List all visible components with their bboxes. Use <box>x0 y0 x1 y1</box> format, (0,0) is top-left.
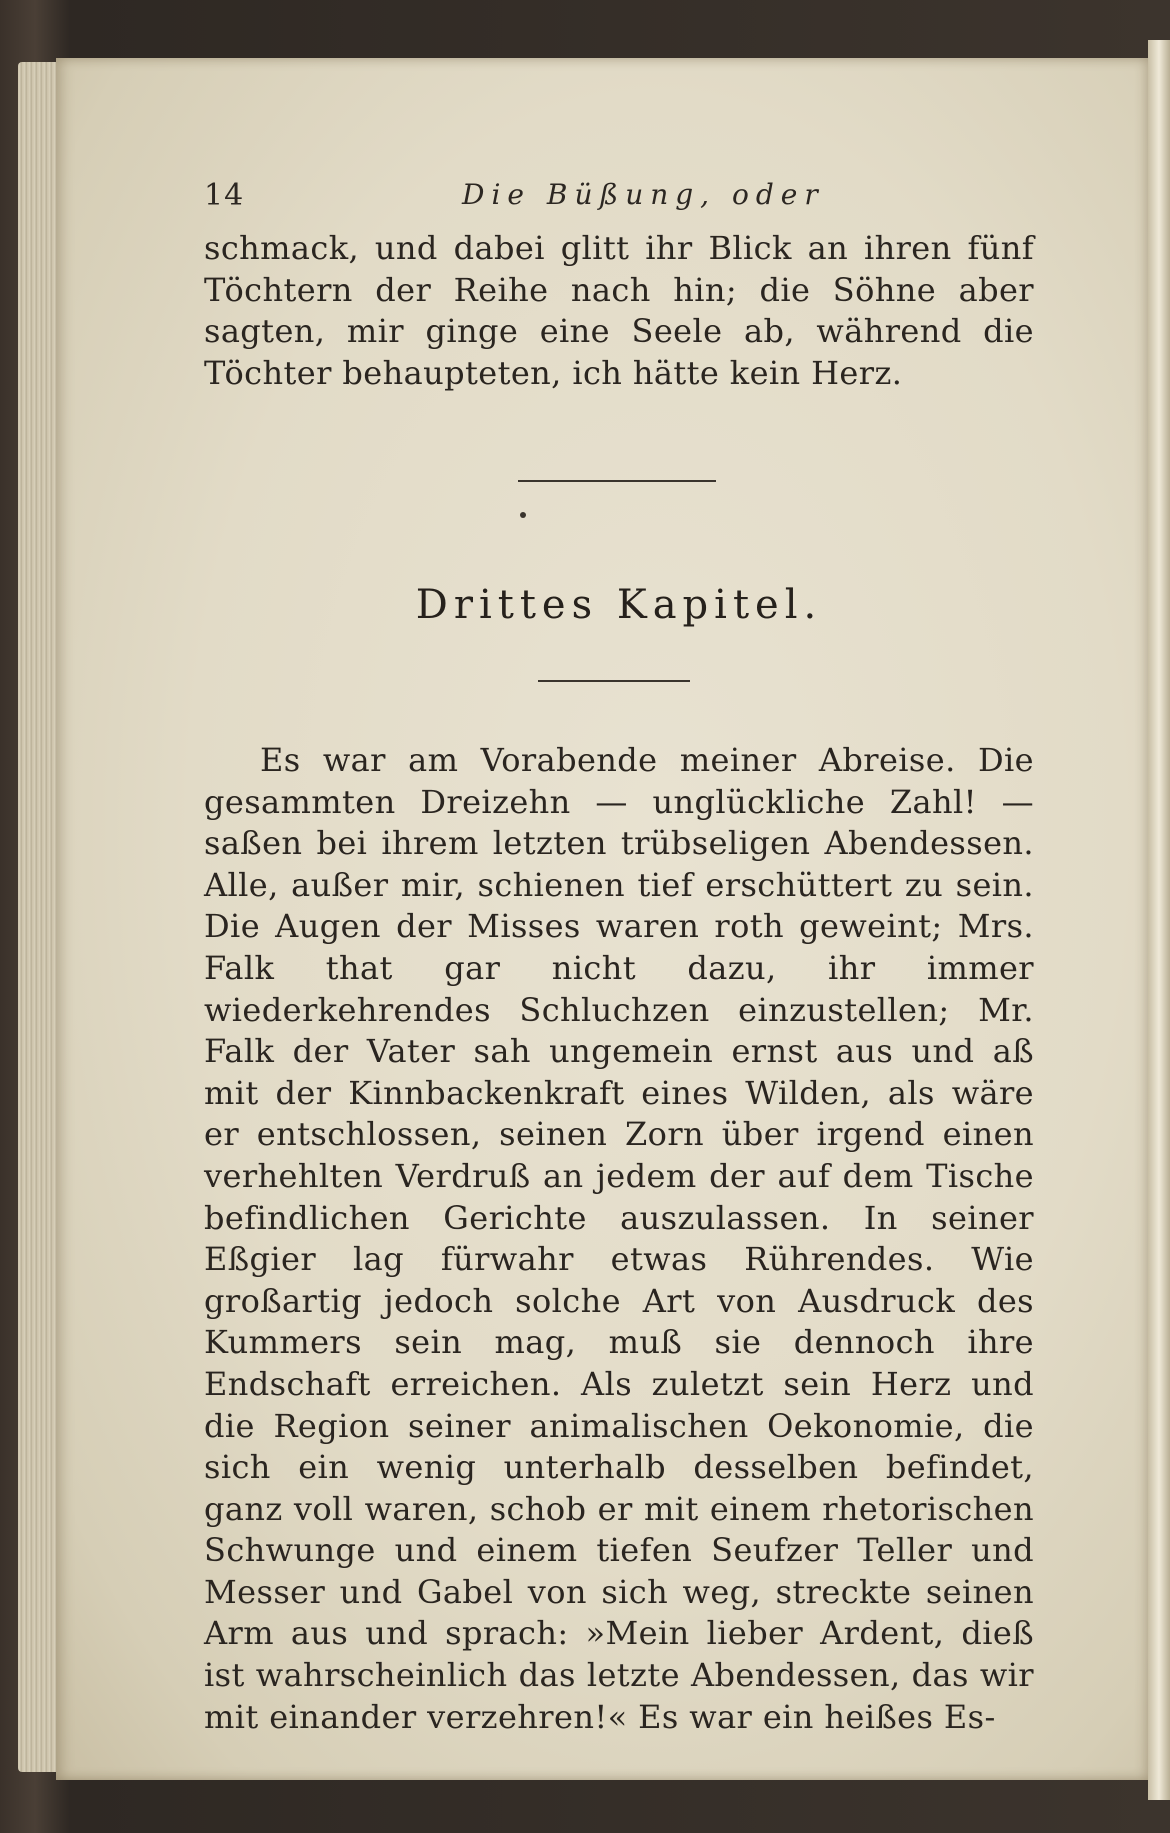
page-header <box>204 178 1034 218</box>
section-rule <box>518 480 716 482</box>
right-page-edge <box>1148 40 1170 1800</box>
paragraph-continuation: schmack, und dabei glitt ihr Blick an ihren fünf Töchtern der Reihe nach hin; die Söhne aber sagten, mir ginge eine Seele ab, während die Töchter behaupteten, ich hätte kein Herz. <box>204 229 1034 392</box>
page-number: 14 <box>204 178 245 213</box>
chapter-paragraph: Es war am Vorabende meiner Abreise. Die gesammten Dreizehn — unglückliche Zahl! — saßen bei ihrem letzten trübseligen Abendessen. Alle, außer mir, schienen tief erschüttert zu sein. Die Augen der Misses waren roth geweint; Mrs. Falk that gar nicht dazu, ihr immer wiederkehrendes Schluchzen einzustellen; Mr. Falk der Vater sah ungemein ernst aus und aß mit der Kinnbackenkraft eines Wilden, als wäre er entschlossen, seinen Zorn über irgend einen verhehlten Verdruß an jedem der auf dem Tische befindlichen Gerichte auszulassen. In seiner Eßgier lag fürwahr etwas Rührendes. Wie großartig jedoch solche Art von Ausdruck des Kummers sein mag, muß sie dennoch ihre Endschaft erreichen. Als zuletzt sein Herz und die Region seiner animalischen Oekonomie, die sich ein wenig unterhalb desselben befindet, ganz voll waren, schob er mit einem rhetorischen Schwunge und einem tiefen Seufzer Teller und Messer und Gabel von sich weg, streckte seinen Arm aus und sprach: »Mein lieber Ardent, dieß ist wahrscheinlich das letzte Abendessen, das wir mit einander verzehren!« Es war ein heißes Es- <box>204 741 1034 1736</box>
running-title: Die Büßung, oder <box>462 178 825 211</box>
ornament-dot <box>520 512 526 518</box>
chapter-rule <box>538 680 690 682</box>
chapter-title: Drittes Kapitel. <box>415 582 823 628</box>
